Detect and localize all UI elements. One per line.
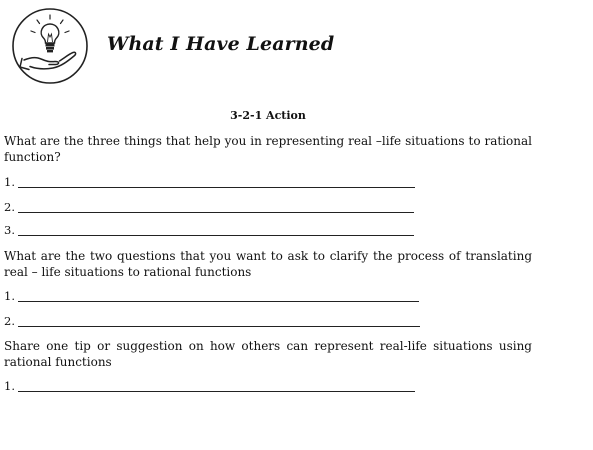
answer-number: 1. — [4, 175, 15, 189]
question-2: What are the two questions that you want to ask to clarify the process of translating real – life situations to rational functions — [4, 249, 532, 279]
answer-line-3-1[interactable] — [4, 377, 415, 393]
answer-number: 2. — [4, 200, 15, 214]
page-title: What I Have Learned — [107, 33, 335, 55]
question-3: Share one tip or suggestion on how others can represent real-life situations using rational functions — [4, 339, 532, 369]
lightbulb-in-hand-icon — [10, 6, 90, 86]
section-title: 3-2-1 Action — [230, 109, 306, 122]
answer-number: 1. — [4, 289, 15, 303]
answer-line-2-2[interactable] — [4, 312, 420, 328]
answer-line-1-1[interactable] — [4, 173, 415, 189]
answer-line-1-3[interactable] — [4, 221, 414, 237]
answer-number: 3. — [4, 223, 15, 237]
answer-line-1-2[interactable] — [4, 198, 414, 214]
answer-line-2-1[interactable] — [4, 287, 419, 303]
answer-number: 1. — [4, 379, 15, 393]
question-1: What are the three things that help you in representing real –life situations to rational function? — [4, 134, 532, 164]
answer-number: 2. — [4, 314, 15, 328]
